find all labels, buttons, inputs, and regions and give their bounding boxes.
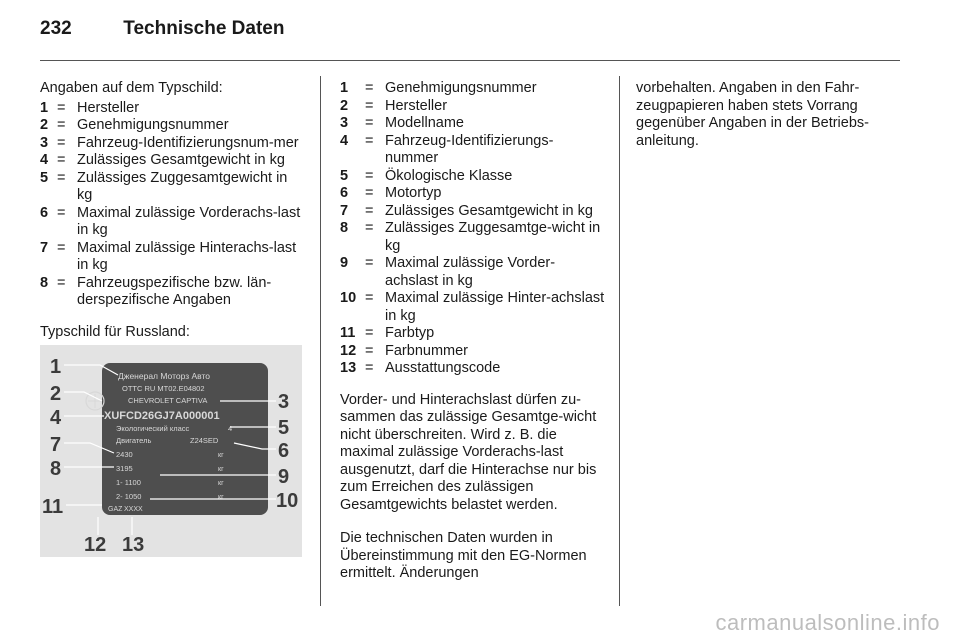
page-header [40, 18, 284, 40]
item-text: Fahrzeug-Identifizierungs-nummer [385, 132, 554, 166]
item-text: Maximal zulässige Hinter-achslast in kg [385, 290, 605, 324]
watermark: carmanualsonline.info [715, 610, 940, 635]
item-text: Hersteller [77, 99, 140, 116]
list-item: 2 = Genehmigungsnummer [40, 117, 305, 135]
item-text: Ökologische Klasse [385, 167, 513, 184]
list-item: 13 = Ausstattungscode [340, 360, 605, 378]
item-number: 13 [340, 360, 357, 376]
callout-number: 8 [50, 458, 62, 480]
plate-line: 1- 1100 [116, 478, 141, 487]
callout-number: 1 [50, 356, 62, 378]
item-number: 7 [340, 202, 349, 219]
item-text: Ausstattungscode [385, 360, 501, 376]
callout-number: 12 [84, 534, 107, 556]
callout-number: 2 [50, 383, 62, 405]
item-number: 6 [340, 185, 349, 201]
list-item: 12 = Farbnummer [340, 343, 605, 361]
plate-line: 3195 [116, 464, 133, 473]
list-item: 1 = Hersteller [40, 100, 305, 118]
page-number: 232 [40, 18, 72, 39]
list-item: 3 = Fahrzeug-Identifizierungsnum-mer [40, 135, 305, 153]
item-number: 11 [340, 325, 356, 341]
list-item: 4 = Zulässiges Gesamtgewicht in kg [40, 152, 305, 170]
item-text: Motortyp [385, 185, 442, 201]
list-item: 4 = Fahrzeug-Identifizierungs-nummer [340, 133, 605, 168]
plate-line: кг [218, 494, 224, 501]
list-item: 6 = Motortyp [340, 185, 605, 203]
legend-list-2 [340, 80, 605, 378]
callout-number: 7 [50, 434, 62, 456]
plate-line: 2430 [116, 450, 133, 459]
item-number: 1 [40, 99, 49, 116]
plate-intro: Angaben auf dem Typschild: [40, 80, 223, 96]
item-text: Fahrzeug-Identifizierungsnum-mer [77, 134, 299, 151]
item-number: 2 [40, 117, 49, 133]
plate-line: кг [218, 452, 224, 459]
list-item: 7 = Maximal zulässige Hinterachs-last in kg [40, 240, 305, 275]
callout-number: 9 [278, 466, 290, 488]
plate-line: Экологический класс [116, 424, 190, 433]
item-number: 10 [340, 290, 357, 306]
plate-caption: Typschild für Russland: [40, 323, 190, 340]
page-title: Technische Daten [123, 18, 285, 39]
callout-number: 3 [278, 391, 290, 413]
plate-line: 4 [228, 424, 233, 433]
item-number: 3 [340, 115, 349, 131]
header-rule [40, 60, 900, 61]
list-item: 1 = Genehmigungsnummer [340, 80, 605, 98]
callout-number: 10 [276, 490, 299, 512]
item-number: 4 [40, 152, 49, 168]
item-number: 8 [340, 220, 349, 236]
item-number: 5 [340, 167, 349, 184]
norms-paragraph-continued: vorbehalten. Angaben in den Fahr-zeugpapieren haben stets Vorrang gegenüber Angaben in der Betriebs-anleitung. [636, 80, 869, 149]
item-text: Hersteller [385, 97, 448, 114]
item-text: Zulässiges Zuggesamtgewicht in kg [77, 169, 288, 203]
plate-line: XXXX [124, 506, 143, 513]
list-item: 8 = Fahrzeugspezifische bzw. län-derspezifische Angaben [40, 275, 305, 310]
plate-line: CHEVROLET CAPTIVA [128, 396, 208, 405]
list-item: 9 = Maximal zulässige Vorder-achslast in kg [340, 255, 605, 290]
item-number: 8 [40, 274, 49, 291]
item-number: 12 [340, 342, 357, 359]
item-number: 6 [40, 204, 49, 221]
callout-number: 4 [50, 407, 62, 429]
callout-number: 13 [122, 534, 145, 556]
list-item: 8 = Zulässiges Zuggesamtge-wicht in kg [340, 220, 605, 255]
list-item: 5 = Zulässiges Zuggesamtgewicht in kg [40, 170, 305, 205]
column-2 [340, 80, 605, 599]
list-item: 3 = Modellname [340, 115, 605, 133]
callout-number: 5 [278, 417, 290, 439]
item-number: 3 [40, 134, 49, 151]
item-text: Genehmigungsnummer [77, 117, 229, 133]
item-text: Maximal zulässige Hinterachs-last in kg [77, 239, 297, 273]
item-text: Modellname [385, 115, 464, 131]
item-number: 7 [40, 239, 49, 256]
plate-line: Двигатель [116, 436, 152, 445]
item-text: Zulässiges Gesamtgewicht in kg [385, 202, 593, 219]
list-item: 5 = Ökologische Klasse [340, 168, 605, 186]
plate-line: 2- 1050 [116, 492, 142, 501]
plate-line: кг [218, 480, 224, 487]
manufacturer-logo-mark [88, 394, 102, 408]
item-text: Zulässiges Zuggesamtge-wicht in kg [385, 220, 601, 254]
plate-line: ОТТС RU МТ02.Е04802 [122, 384, 205, 393]
plate-line: Дженерал Моторз Авто [118, 371, 211, 381]
column-1 [40, 80, 305, 557]
column-divider [619, 76, 620, 606]
item-number: 5 [40, 169, 49, 186]
list-item: 7 = Zulässiges Gesamtgewicht in kg [340, 203, 605, 221]
item-number: 9 [340, 255, 349, 271]
item-number: 4 [340, 132, 349, 149]
plate-line: Z24SED [190, 436, 219, 445]
plate-line: кг [218, 466, 224, 473]
type-plate-illustration [40, 345, 302, 557]
legend-list-1 [40, 100, 305, 310]
column-divider [320, 76, 321, 606]
callout-number: 11 [42, 496, 64, 518]
norms-paragraph: Die technischen Daten wurden in Übereinstimmung mit den EG-Normen ermittelt. Änderungen [340, 530, 587, 581]
item-text: Fahrzeugspezifische bzw. län-derspezifische Angaben [77, 274, 272, 308]
column-3 [636, 80, 901, 166]
item-text: Genehmigungsnummer [385, 80, 537, 96]
item-text: Maximal zulässige Vorderachs-last in kg [77, 204, 301, 238]
item-text: Zulässiges Gesamtgewicht in kg [77, 152, 285, 168]
plate-line: GAZ [108, 506, 123, 513]
list-item: 2 = Hersteller [340, 98, 605, 116]
type-plate-figure [40, 345, 302, 557]
list-item: 10 = Maximal zulässige Hinter-achslast in kg [340, 290, 605, 324]
axle-load-paragraph: Vorder- und Hinterachslast dürfen zu-sammen das zulässige Gesamtge-wicht nicht überschreiten. Wird z. B. die maximal zulässige Vorderachs-last ausgenutzt, darf die Hinterachse nur bis zum Erreichen des zulässigen Gesamtgewichts belastet werden. [340, 391, 597, 513]
list-item: 6 = Maximal zulässige Vorderachs-last in kg [40, 205, 305, 240]
list-item: 11 = Farbtyp [340, 325, 605, 343]
item-number: 1 [340, 80, 349, 96]
callout-number: 6 [278, 440, 290, 462]
item-number: 2 [340, 97, 349, 114]
item-text: Maximal zulässige Vorder-achslast in kg [385, 255, 556, 289]
item-text: Farbtyp [385, 325, 435, 341]
item-text: Farbnummer [385, 342, 468, 359]
plate-vin: XUFCD26GJ7A000001 [104, 410, 220, 422]
